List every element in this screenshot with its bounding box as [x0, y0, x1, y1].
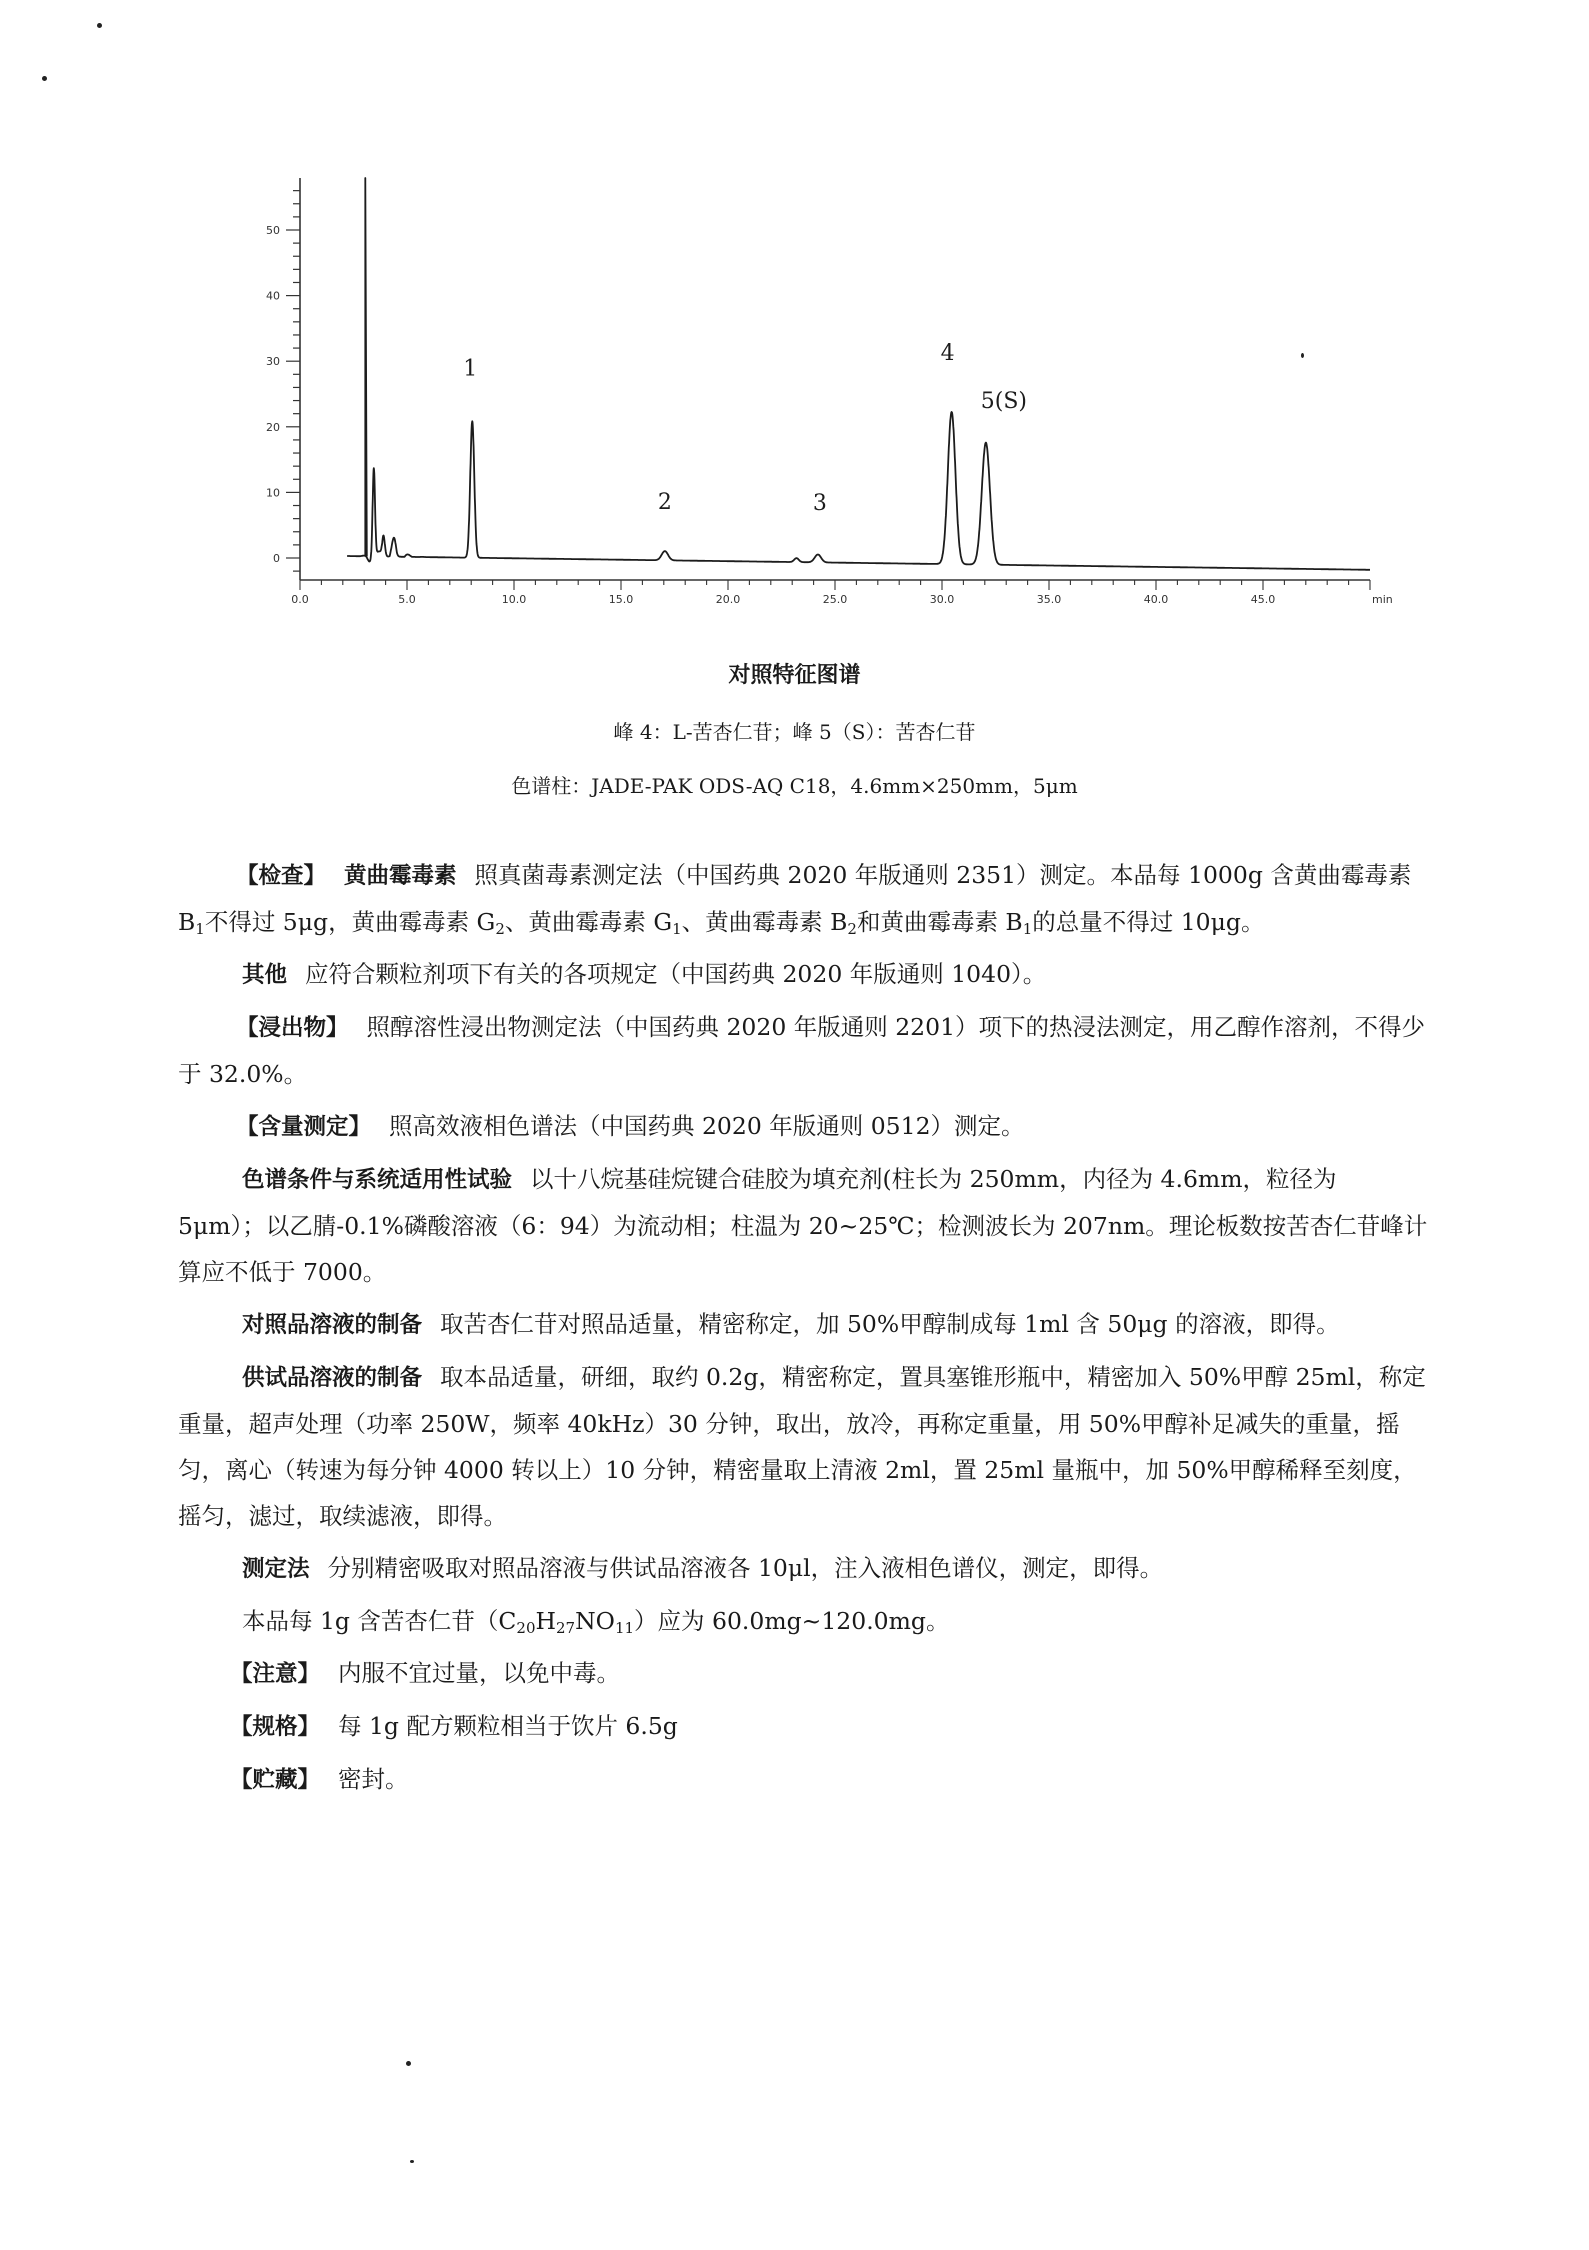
check-text-2: 不得过 5μg，黄曲霉毒素 G: [204, 908, 496, 936]
check-text-4: 、黄曲霉毒素 B: [681, 908, 848, 936]
assay-text: 照高效液相色谱法（中国药典 2020 年版通则 0512）测定。: [389, 1112, 1025, 1140]
method-paragraph: [178, 1545, 1428, 1592]
content-sub-2: 27: [556, 1619, 576, 1637]
spec-heading: 【规格】: [230, 1714, 321, 1740]
x-tick-label: 25.0: [822, 593, 848, 606]
assay-heading: 【含量测定】: [236, 1114, 372, 1140]
x-tick-label: 10.0: [501, 593, 527, 606]
peak-label: 1: [463, 356, 478, 382]
scan-speck: [410, 2160, 414, 2163]
caution-paragraph: [178, 1650, 1428, 1697]
assay-paragraph: [178, 1103, 1428, 1150]
scan-speck: [97, 23, 102, 28]
sample-paragraph: [178, 1354, 1428, 1539]
content-paragraph: [178, 1598, 1428, 1644]
sample-heading: 供试品溶液的制备: [242, 1365, 423, 1391]
extract-text: 照醇溶性浸出物测定法（中国药典 2020 年版通则 2201）项下的热浸法测定，用乙醇作溶剂，不得少于 32.0%。: [178, 1013, 1426, 1088]
x-tick-label: 45.0: [1250, 593, 1276, 606]
caution-text: 内服不宜过量，以免中毒。: [338, 1659, 621, 1687]
y-tick-label: 0: [273, 552, 280, 565]
other-text: 应符合颗粒剂项下有关的各项规定（中国药典 2020 年版通则 1040）。: [305, 960, 1047, 988]
check-text-6: 的总量不得过 10μg。: [1032, 908, 1265, 936]
conditions-heading: 色谱条件与系统适用性试验: [242, 1167, 513, 1193]
peak-label: 5(S): [980, 388, 1027, 414]
figure-peak-legend: 峰 4：L-苦杏仁苷；峰 5（S）：苦杏仁苷: [613, 720, 976, 744]
content-text-1: 本品每 1g 含苦杏仁苷（C: [242, 1607, 517, 1635]
x-tick-label: 5.0: [398, 593, 416, 606]
chart-axes: [300, 178, 1370, 580]
check-sub-1: 1: [195, 920, 205, 938]
check-sub-3: 1: [672, 920, 682, 938]
scan-speck: [1301, 353, 1304, 358]
figure-column-info: 色谱柱：JADE-PAK ODS-AQ C18，4.6mm×250mm，5μm: [511, 774, 1078, 798]
figure-title: 对照特征图谱: [728, 663, 861, 688]
x-tick-label: 0.0: [291, 593, 309, 606]
conditions-paragraph: [178, 1156, 1428, 1295]
x-tick-label: 40.0: [1143, 593, 1169, 606]
other-heading: 其他: [242, 962, 288, 988]
y-tick-label: 50: [266, 224, 280, 237]
chart-ticks: [266, 191, 1393, 606]
extract-paragraph: [178, 1004, 1428, 1097]
x-tick-label: 15.0: [608, 593, 634, 606]
scan-speck: [406, 2061, 411, 2066]
scan-speck: [42, 76, 47, 81]
check-sub-5: 1: [1022, 920, 1033, 938]
check-text-3: 、黄曲霉毒素 G: [504, 908, 673, 936]
content-sub-3: 11: [614, 1619, 635, 1637]
peak-label: 4: [940, 340, 955, 366]
peak-label: 2: [657, 489, 672, 515]
check-sub-4: 2: [847, 920, 857, 938]
spec-text: 每 1g 配方颗粒相当于饮片 6.5g: [338, 1712, 678, 1740]
y-tick-label: 40: [266, 289, 280, 303]
other-paragraph: [178, 951, 1428, 998]
y-tick-label: 30: [266, 355, 280, 369]
x-tick-label: 35.0: [1036, 593, 1062, 606]
method-heading: 测定法: [242, 1556, 310, 1582]
caution-heading: 【注意】: [230, 1661, 321, 1687]
x-tick-label: 20.0: [715, 593, 741, 606]
aflatoxin-heading: 黄曲霉毒素: [344, 863, 457, 889]
chromatogram-trace: [347, 178, 1370, 570]
storage-text: 密封。: [338, 1765, 409, 1793]
check-sub-2: 2: [495, 920, 505, 938]
peak-label: 3: [812, 491, 827, 517]
method-text: 分别精密吸取对照品溶液与供试品溶液各 10μl，注入液相色谱仪，测定，即得。: [327, 1554, 1164, 1582]
reference-paragraph: [178, 1301, 1428, 1348]
reference-text: 取苦杏仁苷对照品适量，精密称定，加 50%甲醇制成每 1ml 含 50μg 的溶液，即得。: [440, 1310, 1340, 1338]
x-tick-label: 30.0: [929, 593, 955, 606]
reference-heading: 对照品溶液的制备: [242, 1312, 423, 1338]
content-sub-1: 20: [516, 1619, 536, 1637]
monograph-body: [178, 852, 1428, 1809]
peak-labels: [463, 341, 1027, 516]
check-heading: 【检查】: [236, 863, 327, 889]
x-axis-label: min: [1372, 593, 1393, 606]
content-text-4: ）应为 60.0mg~120.0mg。: [634, 1607, 950, 1635]
sample-text: 取本品适量，研细，取约 0.2g，精密称定，置具塞锥形瓶中，精密加入 50%甲醇 25ml，称定重量，超声处理（功率 250W，频率 40kHz）30 分钟，取出，放冷，再称定重量，用 50%甲醇补足减失的重量，摇匀，离心（转速为每分钟 4000 转以上）10 分钟，精密量取上清液 2ml，置 25ml 量瓶中，加 50%甲醇稀释至刻度，摇匀，滤过，取续滤液，即得。: [178, 1363, 1426, 1530]
check-text-1: 照真菌毒素测定法（中国药典 2020 年版通则 2351）测定。本品每 1000g 含黄曲霉毒素 B: [178, 861, 1412, 936]
extract-heading: 【浸出物】: [236, 1015, 349, 1041]
content-text-3: NO: [575, 1607, 615, 1635]
y-tick-label: 20: [266, 420, 280, 434]
check-text-5: 和黄曲霉毒素 B: [856, 908, 1023, 936]
spec-paragraph: [178, 1703, 1428, 1750]
storage-heading: 【贮藏】: [230, 1767, 321, 1793]
storage-paragraph: [178, 1756, 1428, 1803]
y-tick-label: 10: [266, 486, 280, 500]
conditions-text: 以十八烷基硅烷键合硅胶为填充剂(柱长为 250mm，内径为 4.6mm，粒径为 5μm）；以乙腈-0.1%磷酸溶液（6：94）为流动相；柱温为 20~25℃；检测波长为 207nm。理论板数按苦杏仁苷峰计算应不低于 7000。: [178, 1165, 1428, 1286]
chromatogram: [0, 0, 1589, 640]
check-paragraph: [178, 852, 1428, 945]
content-text-2: H: [535, 1607, 557, 1635]
